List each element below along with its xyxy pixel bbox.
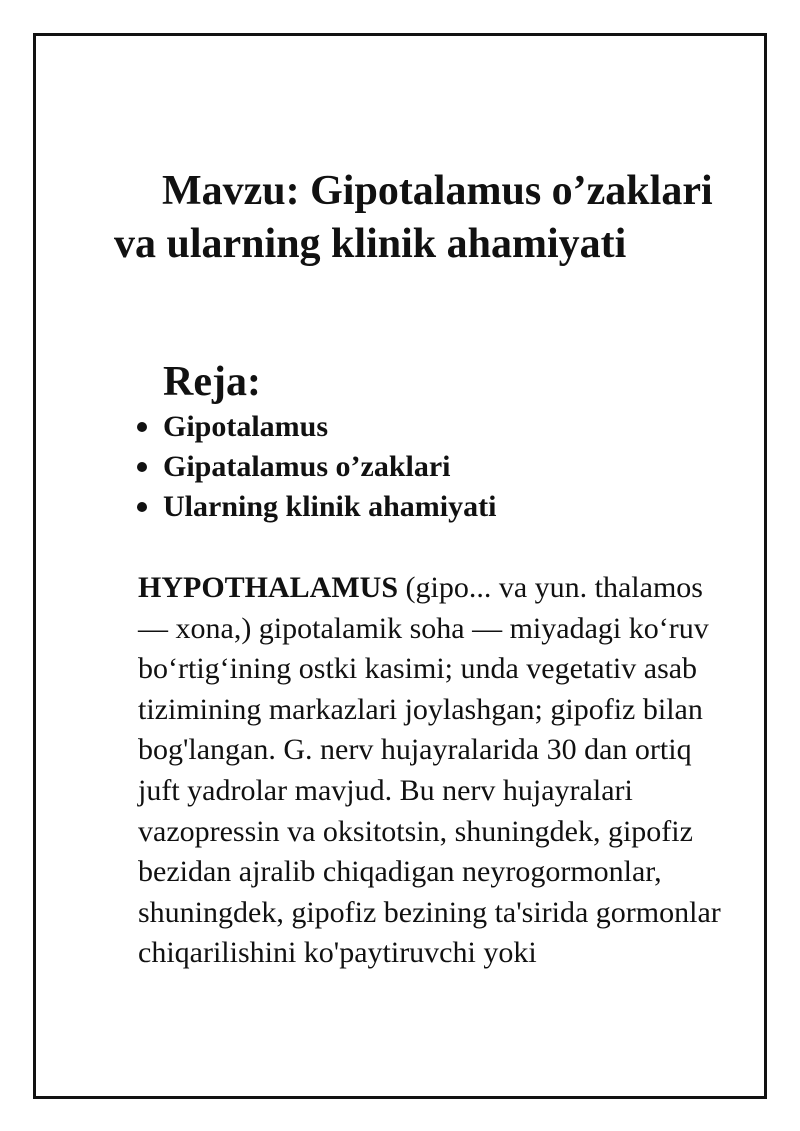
- plan-item: [135, 447, 496, 487]
- plan-list: [135, 407, 496, 527]
- plan-item-label: Gipotalamus: [163, 410, 329, 443]
- plan-heading: Reja:: [163, 359, 261, 405]
- page-title: Mavzu: Gipotalamus o’zaklari va ularning klinik ahamiyati: [114, 168, 713, 267]
- bullet-icon: [137, 422, 147, 432]
- body-text: (gipo... va yun. thalamos — xona,) gipotalamik soha — miyadagi ko‘ruv bo‘rtig‘ining ostki kasimi; unda vegetativ asab tizimining markazlari joylashgan; gipofiz bilan bog'langan. G. nerv hujayralarida 30 dan ortiq juft yadrolar mavjud. Bu nerv hujayralari vazopressin va oksitotsin, shuningdek, gipofiz bezidan ajralib chiqadigan neyrogormonlar, shuningdek, gipofiz bezining ta'sirida gormonlar chiqarilishini ko'paytiruvchi yoki: [138, 571, 721, 970]
- plan-item: [135, 487, 496, 527]
- plan-item: [135, 407, 496, 447]
- plan-item-label: Ularning klinik ahamiyati: [163, 490, 497, 523]
- body-paragraph: [138, 568, 728, 974]
- bullet-icon: [137, 462, 147, 472]
- bullet-icon: [137, 502, 147, 512]
- plan-item-label: Gipatalamus o’zaklari: [163, 450, 451, 483]
- body-term: HYPOTHALAMUS: [138, 571, 399, 604]
